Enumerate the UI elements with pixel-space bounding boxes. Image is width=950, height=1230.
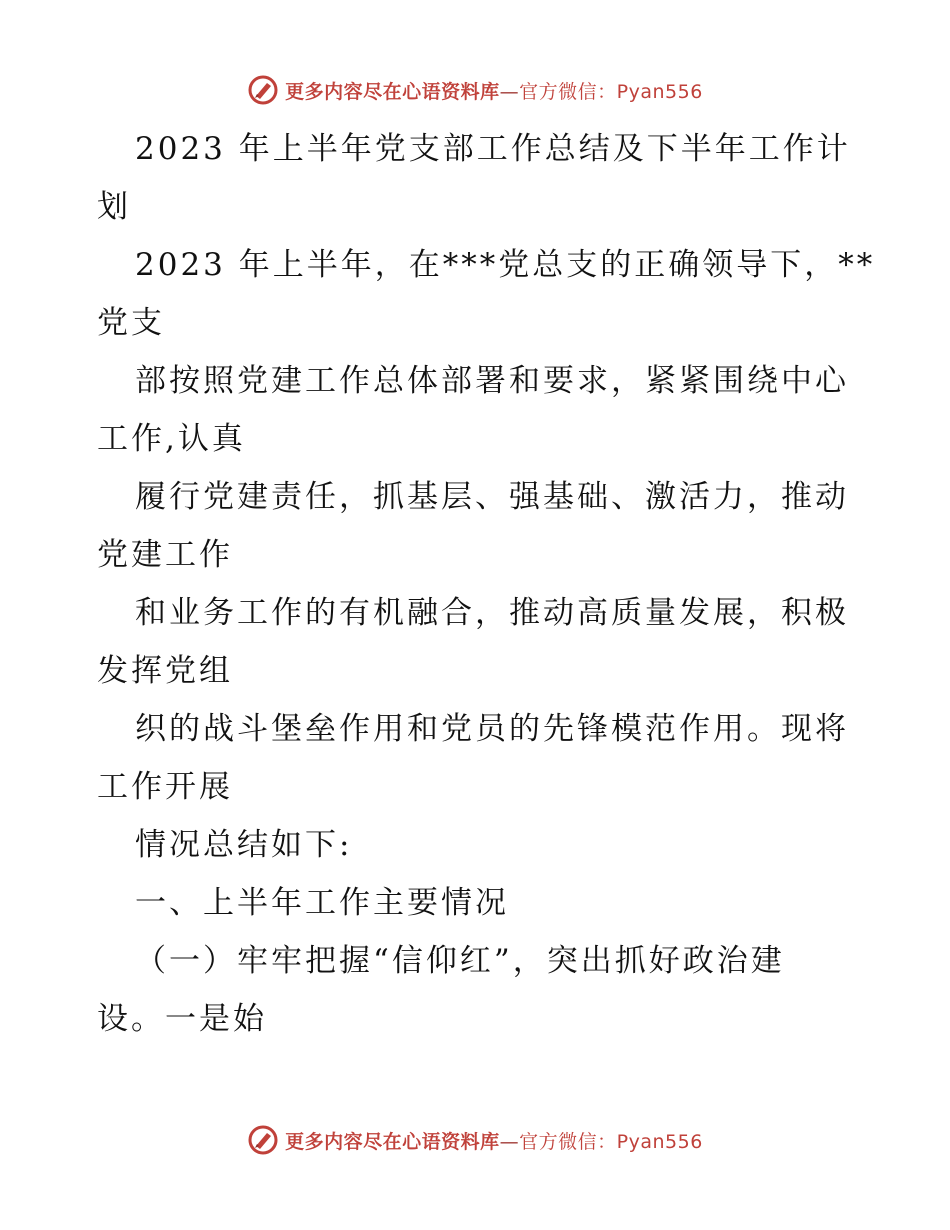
pen-circle-logo-icon [247, 1124, 279, 1156]
footer-banner-text [285, 1127, 703, 1154]
subsection-heading: （一）牢牢把握“信仰红”，突出抓好政治建 [135, 943, 785, 979]
paragraph-line: 情况总结如下: [135, 827, 353, 863]
paragraph-line: 党支 [97, 305, 165, 341]
title-line-2: 划 [97, 189, 131, 225]
paragraph-line: 设。一是始 [97, 1001, 267, 1037]
paragraph-line: 织的战斗堡垒作用和党员的先锋模范作用。现将 [135, 711, 849, 747]
paragraph-line: 和业务工作的有机融合，推动高质量发展，积极 [135, 595, 849, 631]
paragraph-line: 履行党建责任，抓基层、强基础、激活力，推动 [135, 479, 849, 515]
paragraph-line: 党建工作 [97, 537, 233, 573]
header-banner-dash: — [499, 80, 520, 103]
title-line-1: 2023 年上半年党支部工作总结及下半年工作计 [135, 131, 851, 167]
header-banner [0, 70, 950, 110]
footer-banner-dash: — [499, 1130, 520, 1153]
header-banner-lead: 更多内容尽在心语资料库 [285, 80, 500, 103]
document-body [97, 120, 876, 1048]
paragraph-line: 发挥党组 [97, 653, 233, 689]
header-banner-inner [247, 74, 703, 106]
header-banner-wechat: 官方微信：Pyan556 [519, 80, 703, 103]
footer-banner-wechat: 官方微信：Pyan556 [519, 1130, 703, 1153]
paragraph-line: 部按照党建工作总体部署和要求，紧紧围绕中心 [135, 363, 849, 399]
footer-banner [0, 1120, 950, 1160]
pen-circle-logo-icon [247, 74, 279, 106]
footer-banner-inner [247, 1124, 703, 1156]
section-heading: 一、上半年工作主要情况 [135, 885, 509, 921]
footer-banner-lead: 更多内容尽在心语资料库 [285, 1130, 500, 1153]
paragraph-line: 工作开展 [97, 769, 233, 805]
header-banner-text [285, 77, 703, 104]
paragraph-line: 2023 年上半年，在***党总支的正确领导下，** [135, 247, 876, 283]
paragraph-line: 工作,认真 [97, 421, 246, 457]
